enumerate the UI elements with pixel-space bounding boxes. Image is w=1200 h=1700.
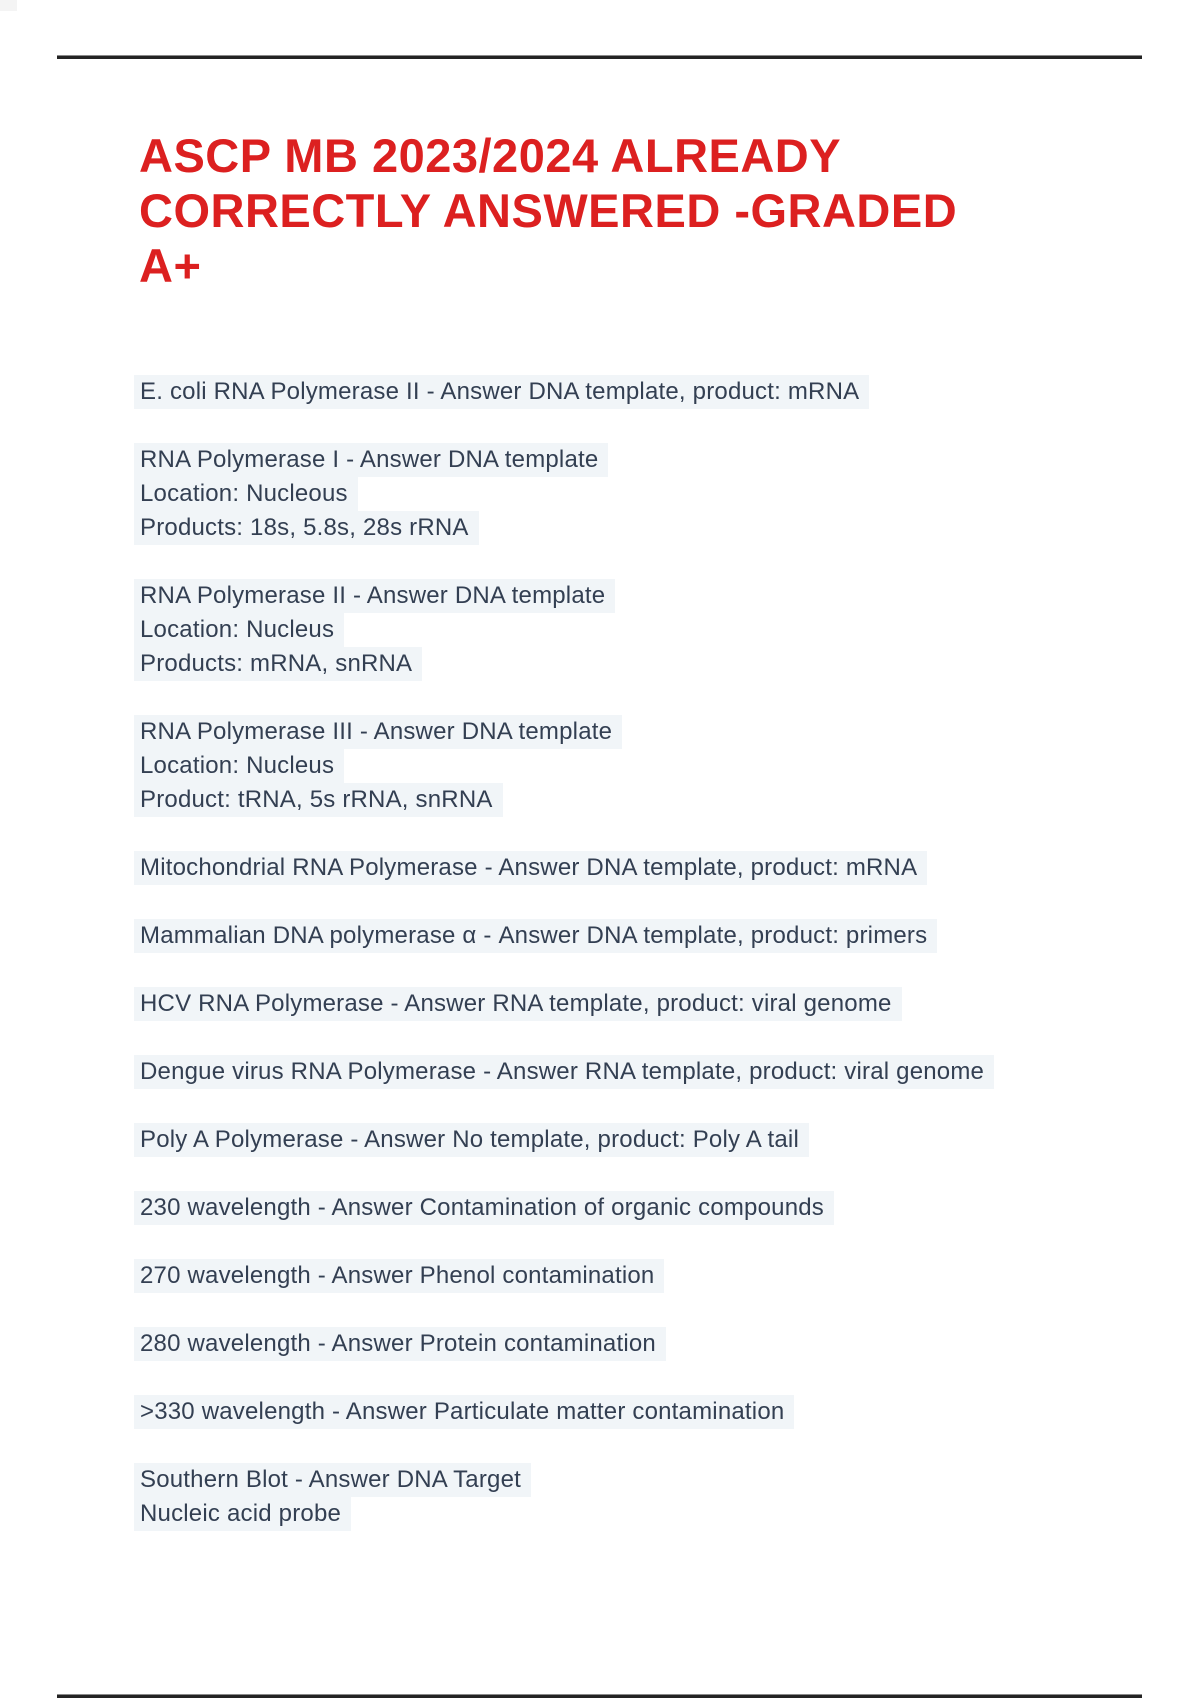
qa-line-row bbox=[140, 1191, 1160, 1225]
qa-line-text: >330 wavelength - Answer Particulate matter contamination bbox=[134, 1395, 794, 1429]
qa-line-text: Dengue virus RNA Polymerase - Answer RNA template, product: viral genome bbox=[134, 1055, 994, 1089]
qa-line-text: Product: tRNA, 5s rRNA, snRNA bbox=[134, 783, 503, 817]
qa-line-text: Nucleic acid probe bbox=[134, 1497, 351, 1531]
qa-line-row bbox=[140, 1463, 1160, 1497]
corner-artifact bbox=[0, 0, 17, 11]
qa-line-row bbox=[140, 1259, 1160, 1293]
qa-line-text: Location: Nucleous bbox=[134, 477, 358, 511]
qa-block bbox=[140, 579, 1160, 681]
qa-line-row bbox=[140, 1123, 1160, 1157]
qa-line-row bbox=[140, 1327, 1160, 1361]
qa-list bbox=[140, 375, 1160, 1531]
qa-block bbox=[140, 1123, 1160, 1157]
qa-line-row bbox=[140, 375, 1160, 409]
qa-line-text: Poly A Polymerase - Answer No template, product: Poly A tail bbox=[134, 1123, 809, 1157]
qa-block bbox=[140, 1327, 1160, 1361]
qa-line-text: Location: Nucleus bbox=[134, 749, 344, 783]
page-title bbox=[139, 128, 1149, 293]
qa-block bbox=[140, 1259, 1160, 1293]
qa-line-row bbox=[140, 1395, 1160, 1429]
qa-line-row bbox=[140, 715, 1160, 749]
qa-line-row bbox=[140, 511, 1160, 545]
page-title-line: ASCP MB 2023/2024 ALREADY bbox=[139, 129, 842, 182]
qa-line-row bbox=[140, 443, 1160, 477]
page-title-line: CORRECTLY ANSWERED -GRADED bbox=[139, 184, 958, 237]
qa-block bbox=[140, 1191, 1160, 1225]
qa-line-text: 280 wavelength - Answer Protein contamination bbox=[134, 1327, 666, 1361]
qa-line-row bbox=[140, 783, 1160, 817]
qa-line-row bbox=[140, 749, 1160, 783]
qa-line-row bbox=[140, 477, 1160, 511]
qa-block bbox=[140, 443, 1160, 545]
qa-line-text: Mammalian DNA polymerase α - Answer DNA template, product: primers bbox=[134, 919, 937, 953]
qa-line-text: Mitochondrial RNA Polymerase - Answer DNA template, product: mRNA bbox=[134, 851, 927, 885]
qa-block bbox=[140, 987, 1160, 1021]
qa-line-row bbox=[140, 919, 1160, 953]
qa-block bbox=[140, 919, 1160, 953]
qa-line-text: RNA Polymerase III - Answer DNA template bbox=[134, 715, 622, 749]
qa-line-row bbox=[140, 987, 1160, 1021]
qa-line-text: E. coli RNA Polymerase II - Answer DNA template, product: mRNA bbox=[134, 375, 869, 409]
qa-line-text: HCV RNA Polymerase - Answer RNA template, product: viral genome bbox=[134, 987, 902, 1021]
qa-line-row bbox=[140, 1497, 1160, 1531]
qa-block bbox=[140, 375, 1160, 409]
qa-line-text: Products: 18s, 5.8s, 28s rRNA bbox=[134, 511, 479, 545]
qa-line-row bbox=[140, 647, 1160, 681]
qa-line-text: RNA Polymerase II - Answer DNA template bbox=[134, 579, 615, 613]
qa-line-text: 270 wavelength - Answer Phenol contamination bbox=[134, 1259, 664, 1293]
qa-line-row bbox=[140, 1055, 1160, 1089]
qa-block bbox=[140, 1463, 1160, 1531]
qa-line-text: RNA Polymerase I - Answer DNA template bbox=[134, 443, 608, 477]
qa-block bbox=[140, 1055, 1160, 1089]
qa-line-row bbox=[140, 613, 1160, 647]
top-divider bbox=[57, 55, 1142, 59]
qa-block bbox=[140, 851, 1160, 885]
qa-line-row bbox=[140, 851, 1160, 885]
qa-block bbox=[140, 1395, 1160, 1429]
qa-line-text: Products: mRNA, snRNA bbox=[134, 647, 422, 681]
bottom-divider bbox=[57, 1694, 1142, 1698]
qa-line-text: 230 wavelength - Answer Contamination of organic compounds bbox=[134, 1191, 834, 1225]
qa-line-text: Southern Blot - Answer DNA Target bbox=[134, 1463, 531, 1497]
qa-block bbox=[140, 715, 1160, 817]
page-title-line: A+ bbox=[139, 239, 202, 292]
qa-line-row bbox=[140, 579, 1160, 613]
qa-line-text: Location: Nucleus bbox=[134, 613, 344, 647]
